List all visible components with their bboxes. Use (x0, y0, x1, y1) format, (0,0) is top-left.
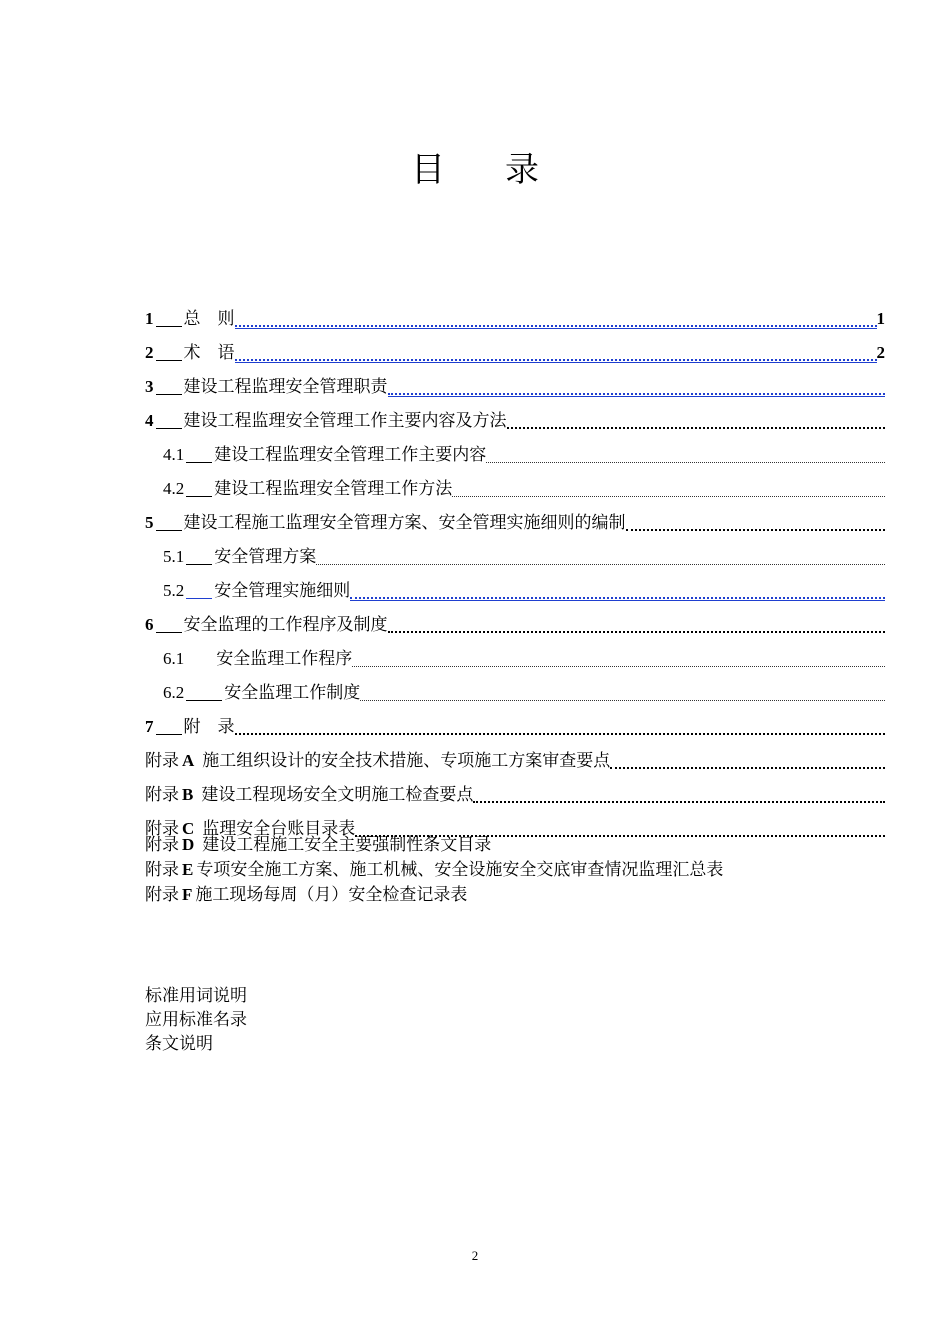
appendix-prefix: 附录 (145, 835, 179, 855)
back-matter-explanation: 条文说明 (145, 1034, 213, 1054)
toc-entry-6-2[interactable] (145, 670, 885, 704)
appendix-letter: D (182, 835, 195, 854)
toc-leader (235, 315, 877, 327)
toc-number: 3 (145, 377, 154, 396)
toc-number: C (182, 819, 195, 838)
appendix-e (145, 859, 723, 881)
appendix-prefix: 附录 (145, 885, 179, 905)
toc-label: 安全监理工作制度 (224, 683, 361, 703)
toc-number: 5 (145, 513, 154, 532)
toc-entry-7[interactable] (145, 704, 885, 738)
toc-page: 2 (876, 343, 885, 362)
toc-entry-6-1[interactable] (145, 636, 885, 670)
toc-leader (360, 690, 885, 701)
toc-leader (316, 554, 885, 565)
toc-label: 安全管理实施细则 (214, 581, 351, 601)
toc-number: 7 (145, 717, 154, 736)
toc-page: 1 (876, 309, 885, 328)
appendix-label: 专项安全施工方案、施工机械、安全设施安全交底审查情况监理汇总表 (196, 860, 724, 880)
toc-label: 建设工程施工监理安全管理方案、安全管理实施细则的编制 (183, 513, 626, 533)
toc-label: 施工组织设计的安全技术措施、专项施工方案审查要点 (202, 751, 611, 771)
toc-leader (626, 519, 886, 531)
toc-label: 术 语 (183, 343, 235, 363)
toc-leader (388, 621, 886, 633)
toc-entry-5[interactable] (145, 500, 885, 534)
appendix-label: 施工现场每周（月）安全检查记录表 (195, 885, 468, 905)
toc-entry-6[interactable] (145, 602, 885, 636)
toc-leader (452, 486, 885, 497)
title-char-2: 录 (505, 150, 539, 190)
toc-leader (388, 383, 886, 395)
back-matter-standards: 应用标准名录 (145, 1010, 247, 1030)
toc-number: 4 (145, 411, 154, 430)
toc-number: A (182, 751, 195, 770)
table-of-contents (145, 296, 885, 840)
toc-label: 附 录 (183, 717, 235, 737)
toc-label: 安全监理的工作程序及制度 (183, 615, 388, 635)
toc-label: 建设工程监理安全管理工作方法 (214, 479, 453, 499)
page-number: 2 (471, 1248, 479, 1263)
back-matter-terms: 标准用词说明 (145, 986, 247, 1006)
toc-leader (350, 587, 885, 599)
toc-label: 安全管理方案 (214, 547, 317, 567)
toc-prefix: 附录 (145, 785, 179, 805)
toc-leader (352, 656, 885, 667)
toc-label: 建设工程监理安全管理职责 (183, 377, 388, 397)
appendix-letter: E (182, 860, 194, 879)
toc-label: 建设工程监理安全管理工作主要内容 (214, 445, 487, 465)
toc-leader (486, 452, 885, 463)
appendix-f (145, 884, 467, 906)
toc-prefix: 附录 (145, 751, 179, 771)
toc-entry-4-2[interactable] (145, 466, 885, 500)
toc-entry-4[interactable] (145, 398, 885, 432)
toc-number: 1 (145, 309, 154, 328)
toc-entry-appendix-a[interactable] (145, 738, 885, 772)
toc-number: 5.1 (163, 547, 185, 566)
page-title (0, 142, 950, 191)
toc-entry-5-1[interactable] (145, 534, 885, 568)
toc-label: 建设工程现场安全文明施工检查要点 (201, 785, 474, 805)
toc-number: 6.2 (163, 683, 185, 702)
toc-entry-4-1[interactable] (145, 432, 885, 466)
toc-label: 总 则 (183, 309, 235, 329)
toc-entry-3[interactable] (145, 364, 885, 398)
toc-entry-1[interactable] (145, 296, 885, 330)
appendix-prefix: 附录 (145, 860, 179, 880)
toc-entry-5-2[interactable] (145, 568, 885, 602)
toc-leader (507, 417, 886, 429)
toc-number: 6 (145, 615, 154, 634)
toc-leader (473, 791, 885, 803)
toc-number: 6.1 (163, 649, 185, 668)
toc-number: 5.2 (163, 581, 185, 600)
toc-leader (235, 349, 877, 361)
toc-leader (610, 757, 885, 769)
toc-number: 2 (145, 343, 154, 362)
toc-label: 建设工程监理安全管理工作主要内容及方法 (183, 411, 507, 431)
toc-prefix: 附录 (145, 819, 179, 839)
toc-number: 4.2 (163, 479, 185, 498)
toc-number: 4.1 (163, 445, 185, 464)
toc-entry-2[interactable] (145, 330, 885, 364)
appendix-letter: F (182, 885, 193, 904)
title-char-1: 目 (411, 150, 445, 190)
toc-leader (235, 723, 886, 735)
toc-label: 安全监理工作程序 (216, 649, 353, 669)
appendix-d (145, 834, 491, 856)
toc-entry-appendix-b[interactable] (145, 772, 885, 806)
toc-label: 监理安全台账目录表 (202, 819, 356, 839)
toc-number: B (182, 785, 194, 804)
appendix-label: 建设工程施工安全主要强制性条文目录 (202, 835, 492, 855)
